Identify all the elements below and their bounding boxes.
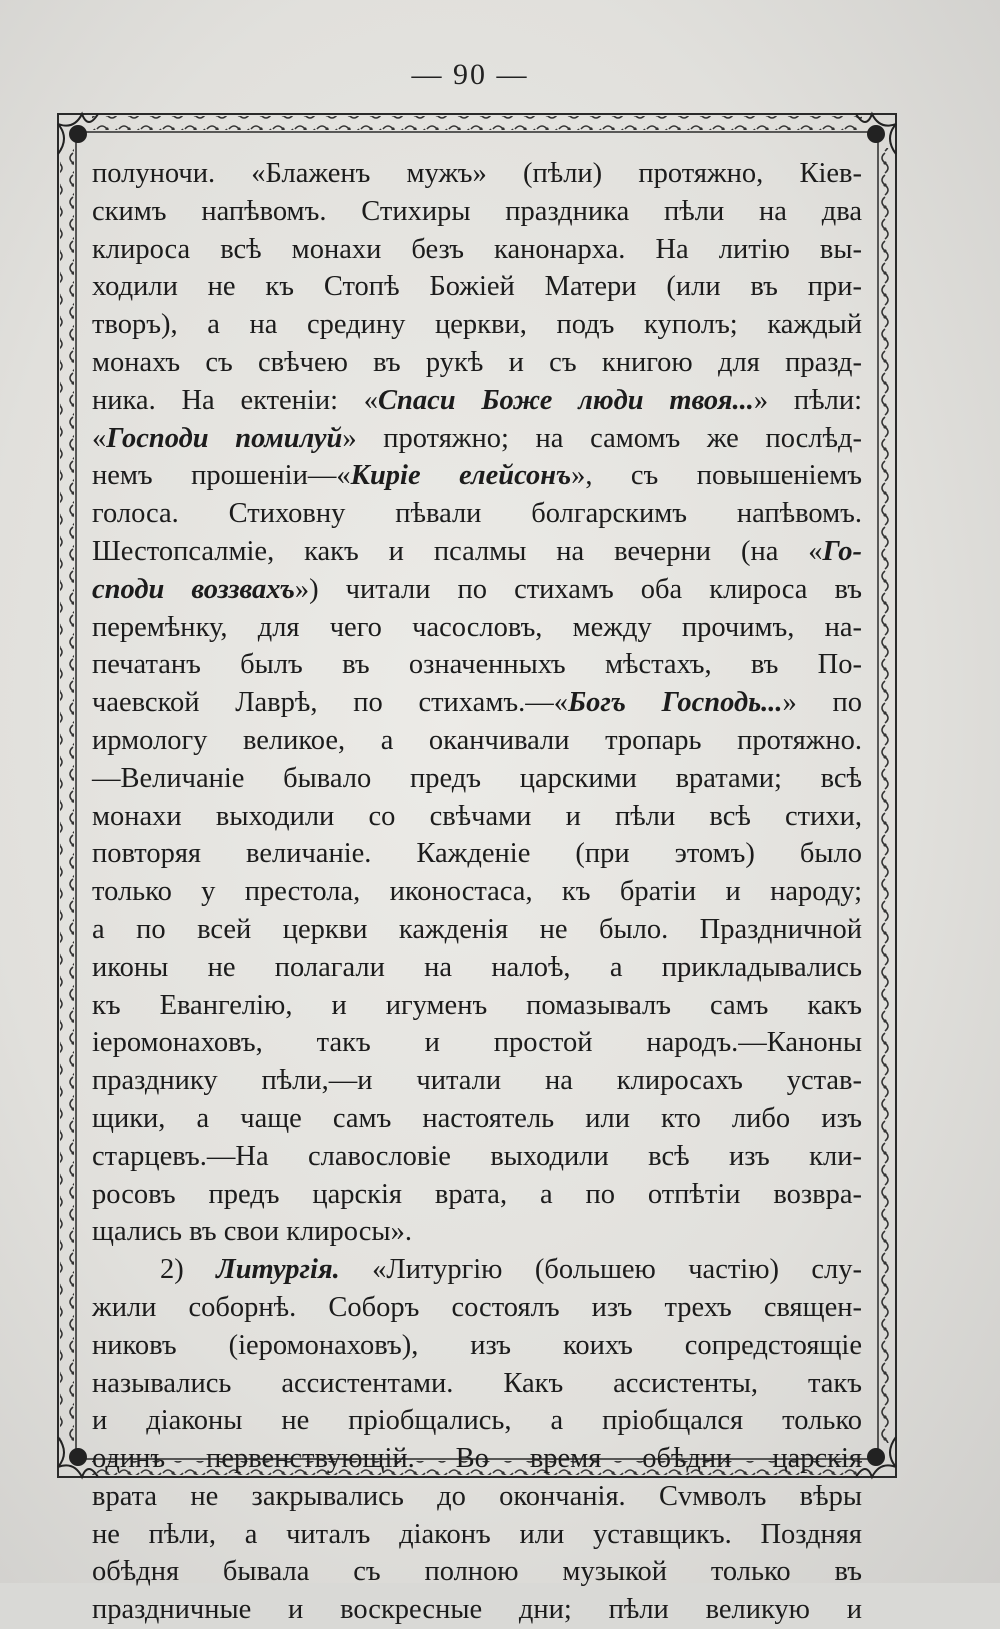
text-segment: ирмологу великое, а оканчивали тропарь протяжно. — [92, 724, 862, 756]
text-segment: ника. На ектеніи: « — [92, 384, 379, 416]
text-segment: скимъ напѣвомъ. Стихиры праздника пѣли на два — [92, 195, 862, 227]
text-line — [92, 1402, 862, 1440]
text-segment: иконы не полагали на налоѣ, а прикладывались — [92, 951, 862, 983]
text-line — [92, 987, 862, 1025]
emphasis-text: Господи помилуй — [106, 422, 343, 454]
text-line — [92, 722, 862, 760]
text-segment: Шестопсалміе, какъ и псалмы на вечерни (на « — [92, 535, 823, 567]
text-line — [92, 1024, 862, 1062]
text-line — [92, 1591, 862, 1629]
text-line — [92, 646, 862, 684]
page-number: — 90 — — [411, 58, 529, 91]
text-segment: «Литургію (большею частію) слу- — [339, 1254, 863, 1286]
text-segment: « — [92, 422, 107, 454]
text-line — [92, 1213, 862, 1251]
text-line — [92, 684, 862, 722]
text-segment: назывались ассистентами. Какъ ассистенты, такъ — [92, 1367, 862, 1399]
text-line — [92, 1251, 862, 1289]
ornamental-frame — [52, 108, 902, 1626]
text-segment: ходили не къ Стопѣ Божіей Матери (или въ при- — [92, 271, 862, 303]
emphasis-text: Богъ Господь... — [567, 687, 783, 719]
text-line — [92, 382, 862, 420]
text-line — [92, 760, 862, 798]
text-line — [92, 949, 862, 987]
emphasis-text: Го- — [822, 535, 862, 567]
text-segment: голоса. Стиховну пѣвали болгарскимъ напѣвомъ. — [92, 498, 862, 530]
text-segment: не пѣли, а читалъ діаконъ или уставщикъ. Поздняя — [92, 1518, 862, 1550]
text-line — [92, 1365, 862, 1403]
text-segment: 2) — [160, 1254, 217, 1286]
text-line — [92, 1289, 862, 1327]
text-line — [92, 1440, 862, 1478]
text-segment: одинъ первенствующій. Во время обѣдни царскія — [92, 1443, 862, 1475]
text-line — [92, 1138, 862, 1176]
text-line — [92, 1176, 862, 1214]
emphasis-text: Спаси Боже люди твоя... — [378, 384, 754, 416]
text-segment: жили соборнѣ. Соборъ состоялъ изъ трехъ священ- — [92, 1291, 862, 1323]
text-segment: ») читали по стихамъ оба клироса въ — [294, 573, 862, 605]
text-line — [92, 268, 862, 306]
text-line — [92, 835, 862, 873]
text-line — [92, 571, 862, 609]
text-line — [92, 1516, 862, 1554]
text-segment: праздничные и воскресные дни; пѣли великую и — [92, 1594, 862, 1626]
text-segment: клироса всѣ монахи безъ канонарха. На литію вы- — [92, 233, 862, 265]
text-segment: и діаконы не пріобщались, а пріобщался только — [92, 1405, 862, 1437]
text-segment: немъ прошеніи—« — [92, 460, 351, 492]
text-segment: повторяя величаніе. Кажденіе (при этомъ) было — [92, 838, 862, 870]
text-line — [92, 306, 862, 344]
text-line — [92, 1553, 862, 1591]
text-line — [92, 1100, 862, 1138]
text-segment: » протяжно; на самомъ же послѣд- — [342, 422, 862, 454]
text-segment: къ Евангелію, и игуменъ помазывалъ самъ какъ — [92, 989, 862, 1021]
text-segment: іеромонаховъ, такъ и простой народъ.—Каноны — [92, 1027, 862, 1059]
text-segment: печатанъ былъ въ означенныхъ мѣстахъ, въ По- — [92, 649, 862, 681]
text-line — [92, 911, 862, 949]
text-segment: никовъ (іеромонаховъ), изъ коихъ сопредстоящіе — [92, 1329, 862, 1361]
text-segment: чаевской Лаврѣ, по стихамъ.—« — [92, 687, 568, 719]
text-segment: празднику пѣли,—и читали на клиросахъ устав- — [92, 1065, 862, 1097]
text-line — [92, 1478, 862, 1516]
text-segment: монахъ съ свѣчею въ рукѣ и съ книгою для празд- — [92, 346, 862, 378]
text-line — [92, 457, 862, 495]
text-segment: старцевъ.—На славословіе выходили всѣ изъ кли- — [92, 1140, 862, 1172]
text-segment: щались въ свои клиросы». — [92, 1216, 412, 1248]
text-segment: перемѣнку, для чего часословъ, между прочимъ, на- — [92, 611, 862, 643]
text-segment: », съ повышеніемъ — [571, 460, 863, 492]
text-line — [92, 420, 862, 458]
text-segment: » пѣли: — [753, 384, 862, 416]
text-segment: щики, а чаще самъ настоятель или кто либо изъ — [92, 1102, 862, 1134]
text-segment: обѣдня бывала съ полною музыкой только въ — [92, 1556, 862, 1588]
text-segment: монахи выходили со свѣчами и пѣли всѣ стихи, — [92, 800, 862, 832]
text-line — [92, 155, 862, 193]
emphasis-text: Литургія. — [216, 1254, 340, 1286]
text-line — [92, 344, 862, 382]
text-line — [92, 231, 862, 269]
body-text — [92, 155, 862, 1629]
text-segment: только у престола, иконостаса, къ братіи и народу; — [92, 876, 862, 908]
emphasis-text: споди воззвахъ — [92, 573, 295, 605]
text-segment: росовъ предъ царскія врата, а по отпѣтіи возвра- — [92, 1178, 862, 1210]
text-line — [92, 533, 862, 571]
text-segment: полуночи. «Блаженъ мужъ» (пѣли) протяжно, Кіев- — [92, 158, 862, 189]
text-line — [92, 193, 862, 231]
text-line — [92, 873, 862, 911]
text-segment: » по — [782, 687, 862, 719]
text-line — [92, 1062, 862, 1100]
text-segment: —Величаніе бывало предъ царскими вратами; всѣ — [92, 762, 862, 794]
text-segment: творъ), а на средину церкви, подъ куполъ; каждый — [92, 309, 862, 341]
text-line — [92, 798, 862, 836]
text-segment: а по всей церкви кажденія не было. Праздничной — [92, 913, 862, 945]
text-line — [92, 1327, 862, 1365]
text-line — [92, 609, 862, 647]
emphasis-text: Киріе елейсонъ — [350, 460, 572, 492]
text-line — [92, 495, 862, 533]
text-segment: врата не закрывались до окончанія. Сvмволъ вѣры — [92, 1480, 862, 1512]
